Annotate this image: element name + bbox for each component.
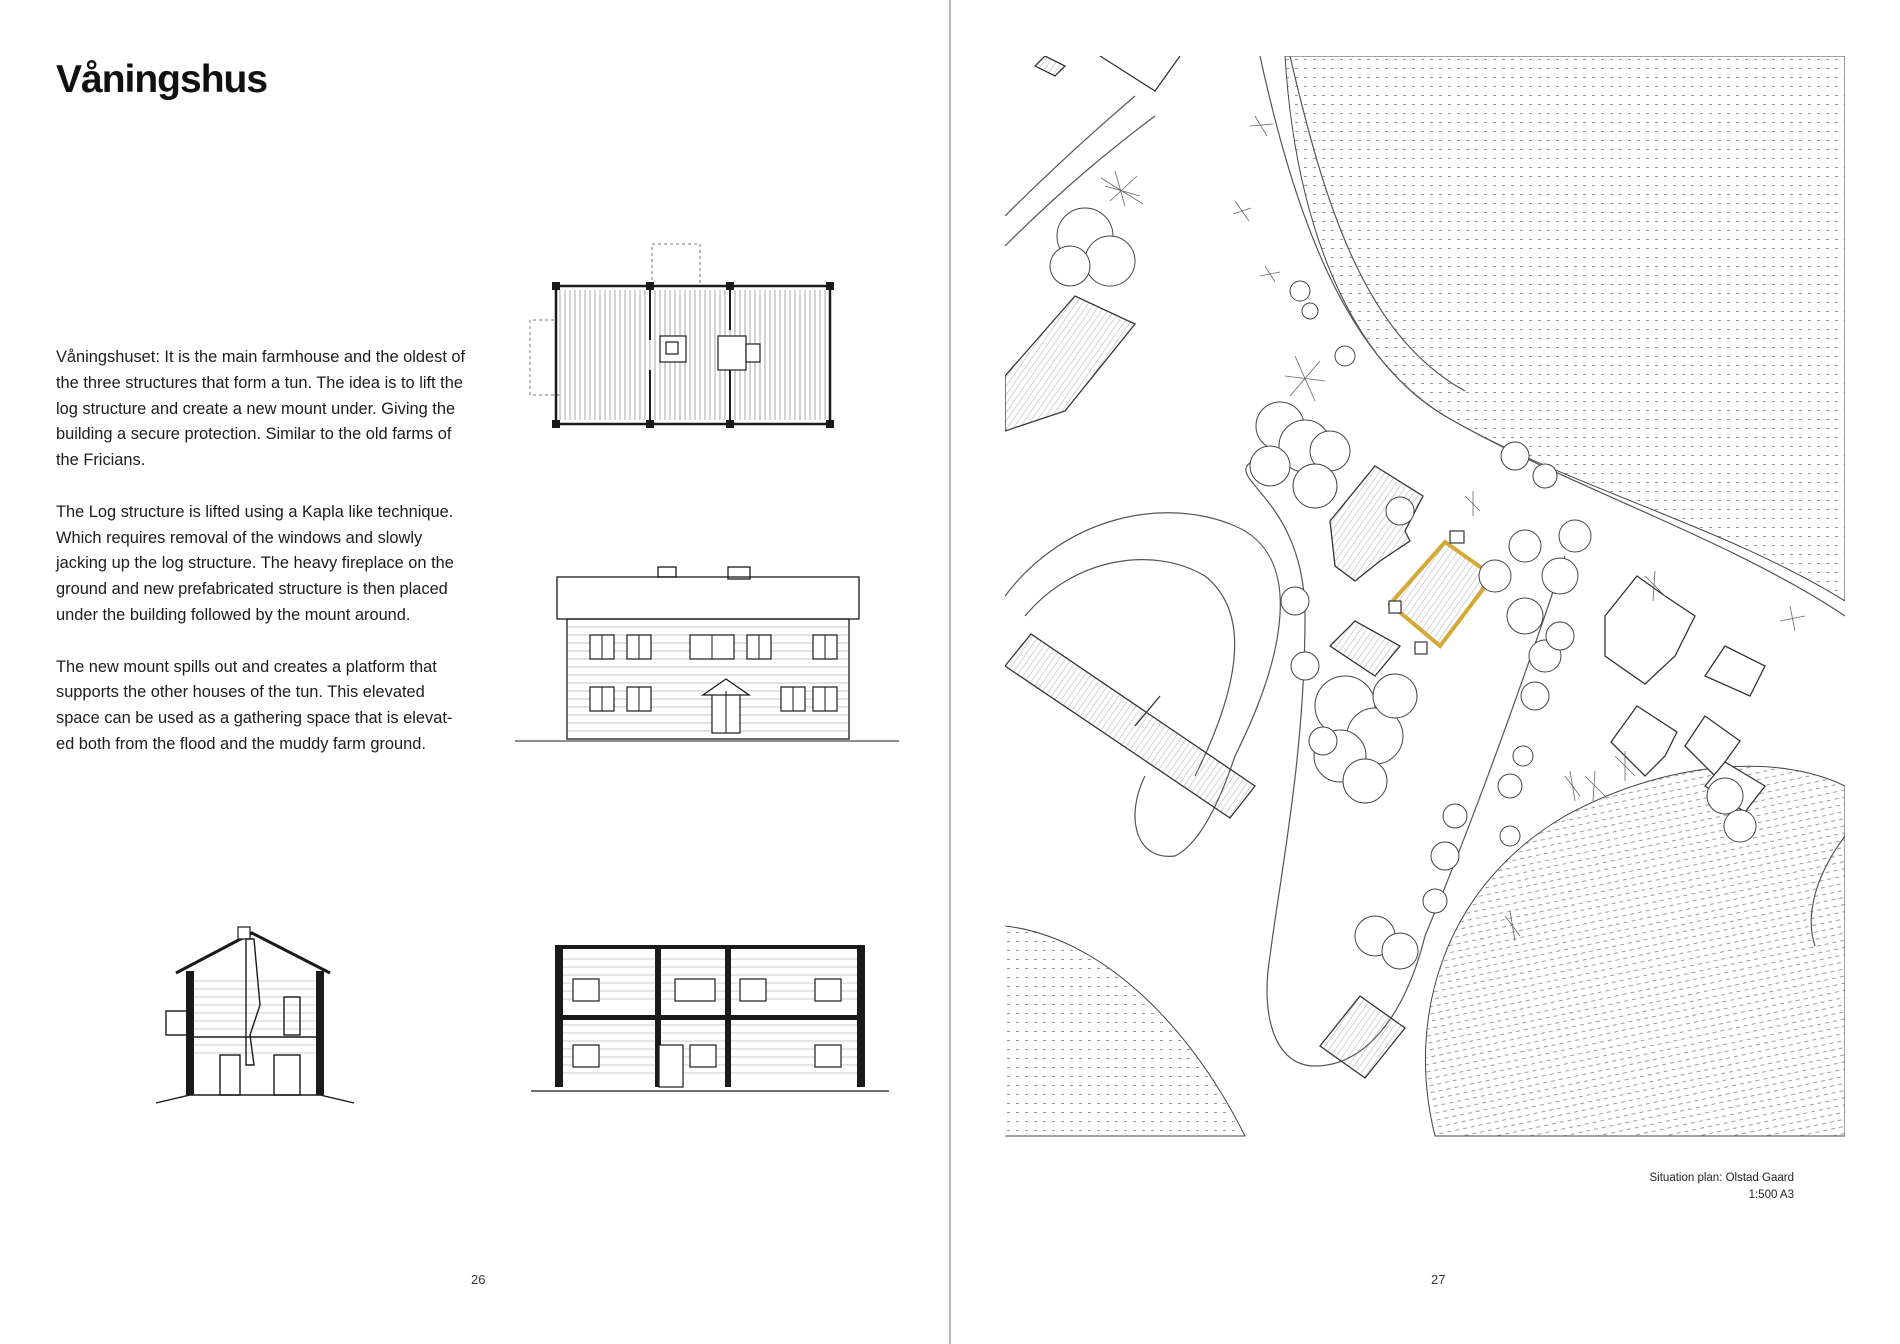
caption-title: Situation plan: Olstad Gaard (1649, 1172, 1794, 1184)
field-bottom-right (1425, 766, 1845, 1136)
side-section-drawing (150, 915, 360, 1105)
paragraph-mount: The new mount spills out and creates a platform that supports the other houses of the tun. This elevated space can be used as a gathering space that is elevat-ed both from the flood and the muddy farm ground. (56, 657, 453, 753)
paragraph-intro: Våningshuset: It is the main farmhouse and the oldest of the three structures that form a tun. The idea is to lift the log structure and create a new mount under. Giving the building a secure protection. Similar to the old farms of the Fricians. (56, 348, 466, 470)
map-caption (1650, 1170, 1794, 1204)
field-bottom-left (1005, 926, 1245, 1136)
page-number-left: 26 (471, 1272, 486, 1287)
situation-plan-map (1005, 56, 1845, 1141)
house-north (1330, 466, 1423, 581)
caption-scale: 1:500 A3 (1748, 1189, 1794, 1201)
left-page (0, 0, 949, 1344)
highlighted-farmhouse (1390, 542, 1493, 646)
page-title: Våningshus (56, 58, 268, 101)
house-south-west (1320, 996, 1405, 1078)
floor-plan-drawing (490, 240, 850, 430)
house-west (1330, 621, 1400, 676)
right-page (951, 0, 1900, 1344)
long-section-drawing (525, 935, 895, 1105)
paragraph-lifting: The Log structure is lifted using a Kapla like technique. Which requires removal of the windows and slowly jacking up the log structure. The heavy fireplace on the ground and new prefabricated structure is then placed under the building followed by the mount around. (56, 502, 454, 624)
page-number-right: 27 (1431, 1272, 1446, 1287)
body-text (56, 345, 466, 784)
front-elevation-drawing (515, 565, 900, 750)
